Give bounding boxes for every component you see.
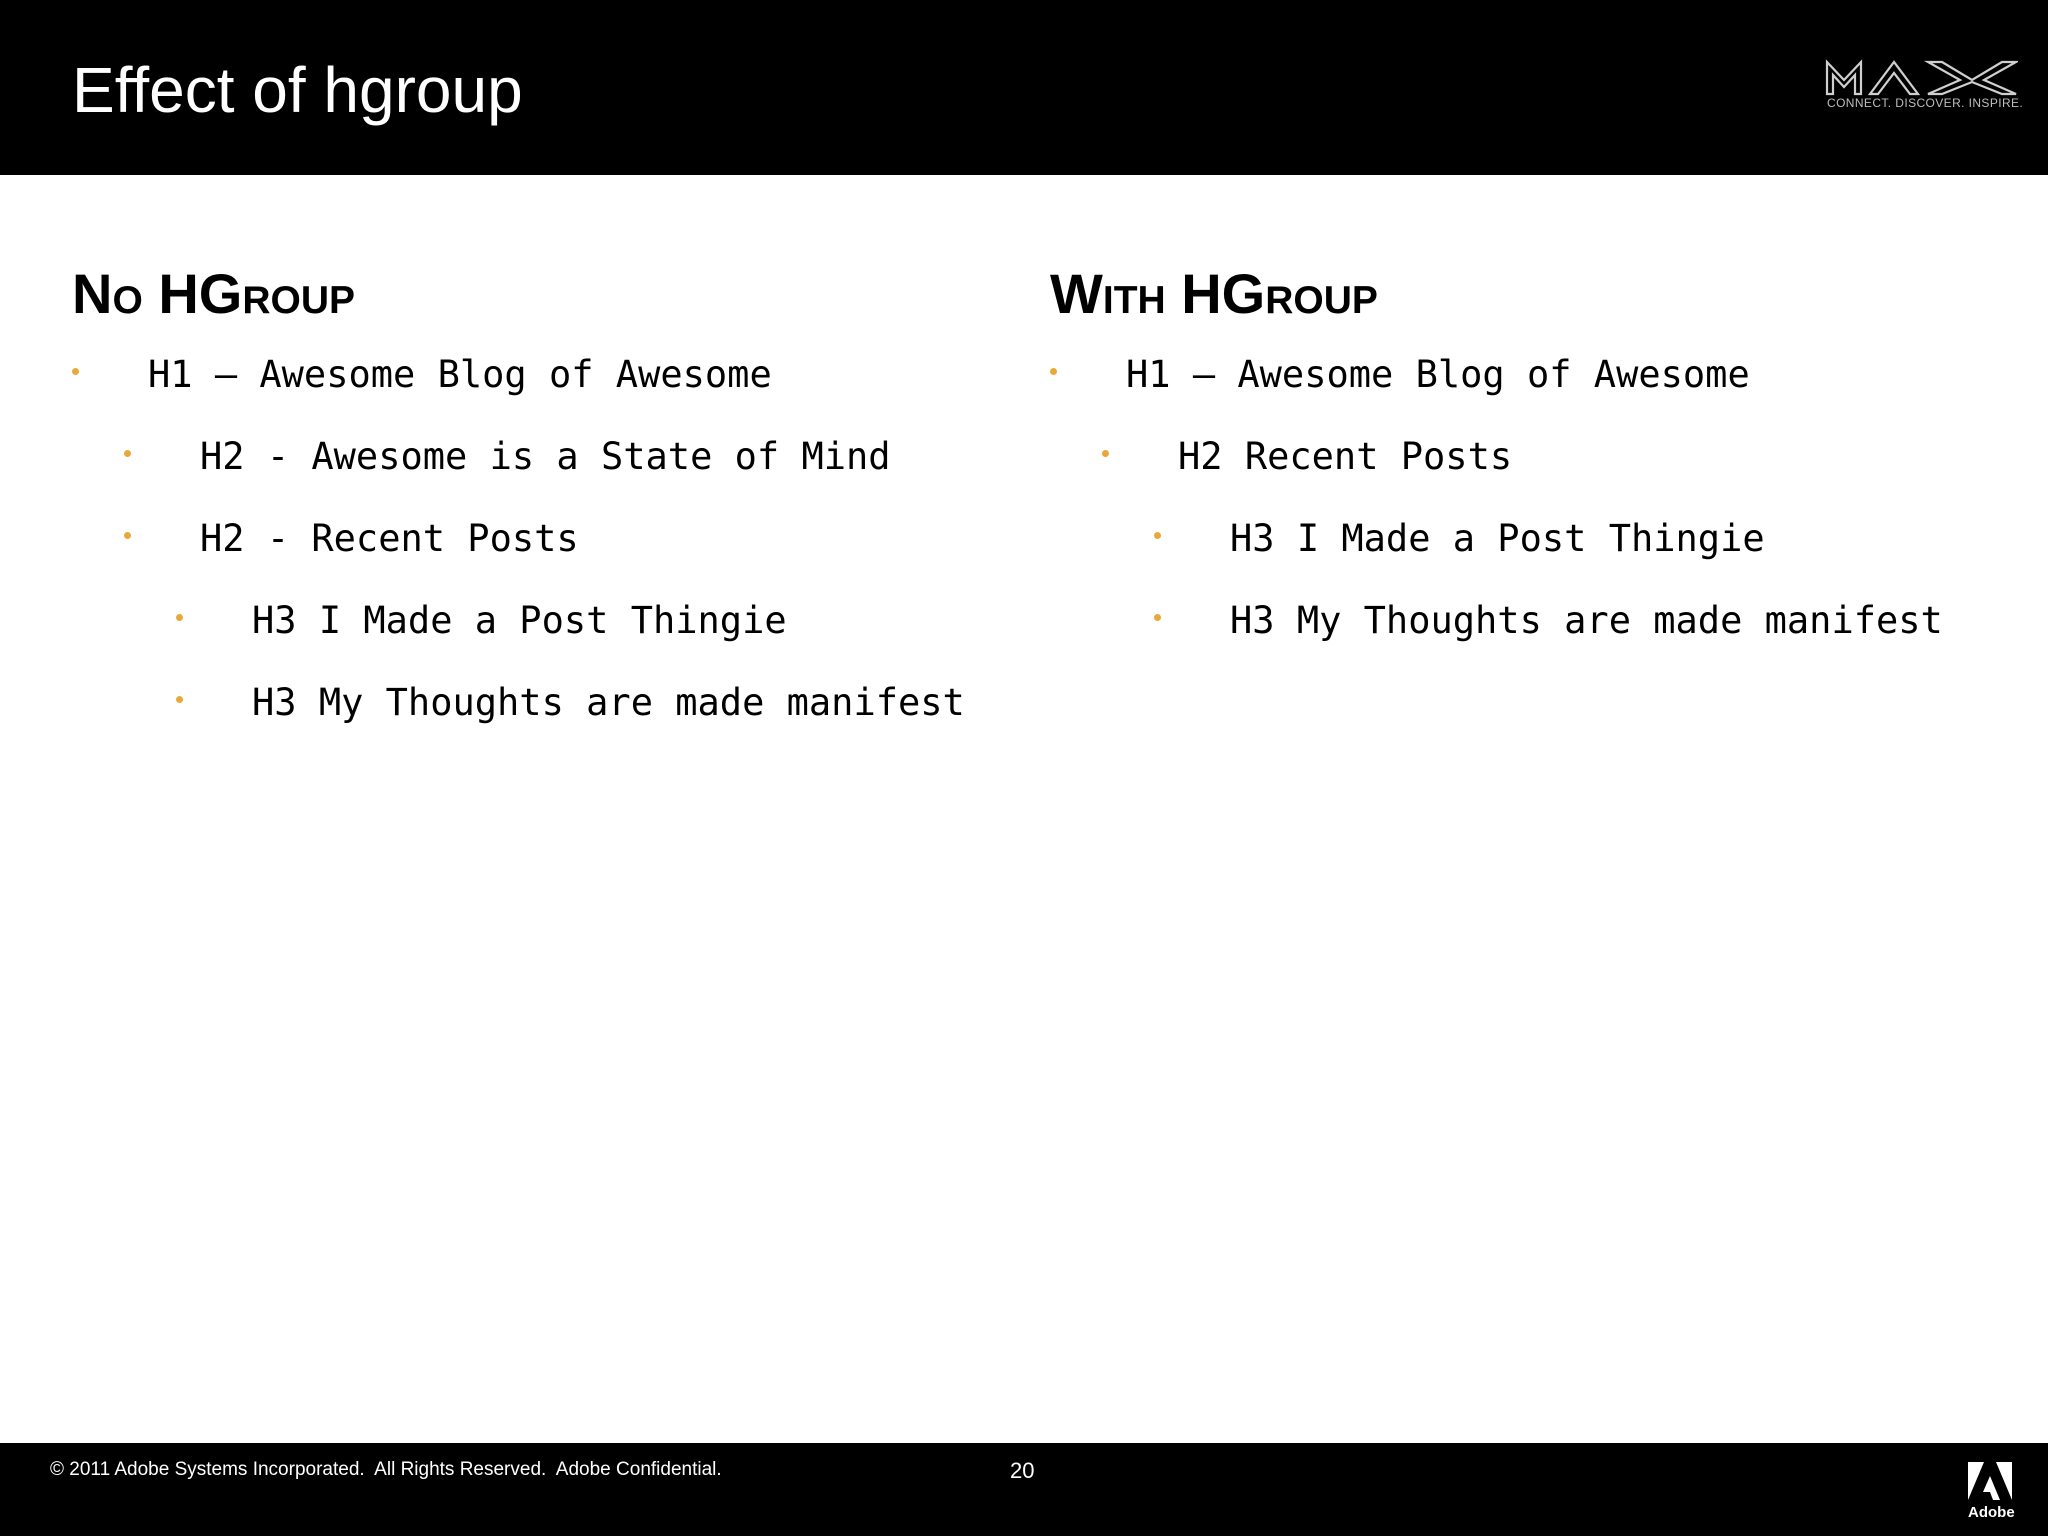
list-item-text: H2 Recent Posts: [1178, 435, 1513, 478]
left-outline-list: [72, 346, 1012, 756]
list-item-text: H3 I Made a Post Thingie: [1230, 517, 1765, 560]
right-outline-list: [1050, 346, 2010, 674]
list-item: [72, 674, 1012, 756]
bullet-icon: [1154, 532, 1161, 539]
slide-title: Effect of hgroup: [72, 54, 523, 126]
copyright-notice: © 2011 Adobe Systems Incorporated. All Rights Reserved. Adobe Confidential.: [50, 1459, 722, 1480]
max-tagline: CONNECT. DISCOVER. INSPIRE.: [1827, 96, 2024, 110]
bullet-icon: [124, 532, 131, 539]
list-item: [72, 346, 1012, 428]
footer-bar: [0, 1443, 2048, 1536]
title-bar: [0, 0, 2048, 175]
list-item: [72, 592, 1012, 674]
bullet-icon: [124, 450, 131, 457]
bullet-icon: [1102, 450, 1109, 457]
bullet-icon: [176, 696, 183, 703]
right-column: [1050, 258, 2010, 674]
right-column-heading: With HGroup: [1050, 262, 1378, 325]
list-item: [1050, 592, 2010, 674]
bullet-icon: [1050, 368, 1057, 375]
list-item: [72, 428, 1012, 510]
bullet-icon: [72, 368, 79, 375]
list-item-text: H1 – Awesome Blog of Awesome: [1126, 353, 1750, 396]
list-item: [1050, 346, 2010, 428]
list-item-text: H1 – Awesome Blog of Awesome: [148, 353, 772, 396]
list-item-text: H3 My Thoughts are made manifest: [252, 681, 965, 724]
left-column: [72, 258, 1012, 756]
list-item: [72, 510, 1012, 592]
list-item-text: H3 My Thoughts are made manifest: [1230, 599, 1943, 642]
bullet-icon: [176, 614, 183, 621]
list-item-text: H2 - Recent Posts: [200, 517, 579, 560]
left-column-heading: No HGroup: [72, 262, 356, 325]
list-item: [1050, 510, 2010, 592]
list-item-text: H2 - Awesome is a State of Mind: [200, 435, 891, 478]
bullet-icon: [1154, 614, 1161, 621]
adobe-wordmark: Adobe: [1968, 1504, 2015, 1521]
page-number: 20: [1010, 1458, 1035, 1483]
list-item-text: H3 I Made a Post Thingie: [252, 599, 787, 642]
list-item: [1050, 428, 2010, 510]
